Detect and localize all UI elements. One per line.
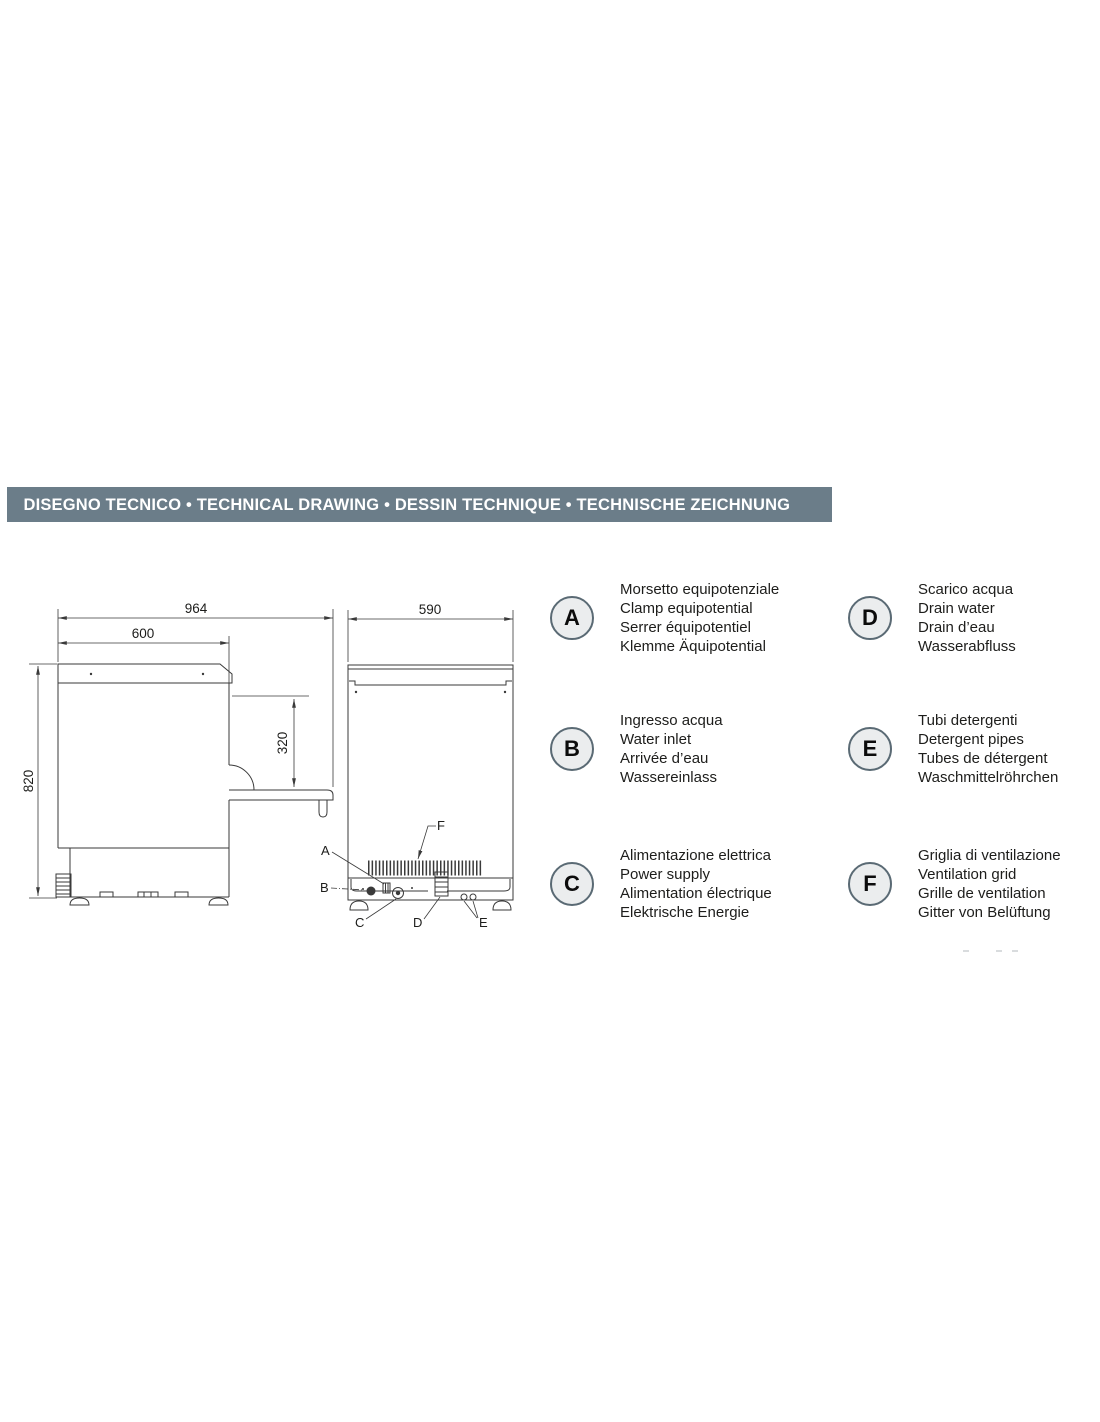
legend-item-b <box>550 707 723 791</box>
legend-text-f <box>918 846 1061 922</box>
legend-text-e <box>918 711 1058 787</box>
dim-label-964: 964 <box>184 601 208 616</box>
legend-item-a <box>550 576 779 660</box>
legend-line: Drain water <box>918 600 995 617</box>
legend-line: Waschmittelröhrchen <box>918 769 1059 786</box>
callout-letter-f: F <box>437 818 445 833</box>
legend-line: Elektrische Energie <box>620 904 750 921</box>
technical-drawing <box>0 580 580 940</box>
legend-badge-e <box>848 727 892 771</box>
legend-badge-c <box>550 862 594 906</box>
legend-line: Tubes de détergent <box>918 750 1048 767</box>
legend-line: Tubi detergenti <box>918 712 1018 729</box>
dim-label-320: 320 <box>275 731 290 755</box>
legend-line: Drain d’eau <box>918 619 995 636</box>
dimension-body-depth <box>58 626 229 696</box>
legend-line: Morsetto equipotenziale <box>620 581 780 598</box>
legend-text-a <box>620 580 779 656</box>
legend-line: Alimentation électrique <box>620 885 772 902</box>
legend-badge-f <box>848 862 892 906</box>
legend-line: Wassereinlass <box>620 769 717 786</box>
legend-badge-a <box>550 596 594 640</box>
side-foot-right <box>209 898 228 905</box>
water-inlet-fitting <box>367 887 376 896</box>
legend-line: Serrer équipotentiel <box>620 619 751 636</box>
legend-line: Alimentazione elettrica <box>620 847 771 864</box>
legend-line: Grille de ventilation <box>918 885 1046 902</box>
legend-badge-d <box>848 596 892 640</box>
section-title: DISEGNO TECNICO • TECHNICAL DRAWING • DESSIN TECHNIQUE • TECHNISCHE ZEICHNUNG <box>23 494 791 514</box>
legend-line: Wasserabfluss <box>918 638 1016 655</box>
dim-label-600: 600 <box>131 626 155 641</box>
legend-line: Arrivée d’eau <box>620 750 709 767</box>
legend-line: Gitter von Belüftung <box>918 904 1051 921</box>
dimension-width <box>348 602 513 662</box>
legend-letter-a: A <box>564 605 580 630</box>
legend-line: Water inlet <box>620 731 692 748</box>
legend-line: Scarico acqua <box>918 581 1014 598</box>
scan-artifact <box>996 950 1002 952</box>
legend-letter-b: B <box>564 736 580 761</box>
legend-letter-f: F <box>863 871 877 896</box>
side-view-body <box>56 664 333 905</box>
legend-badge-b <box>550 727 594 771</box>
drain-fitting <box>435 872 448 896</box>
legend-letter-c: C <box>564 871 580 896</box>
callout-letter-d: D <box>413 915 423 930</box>
dim-label-820: 820 <box>21 769 36 793</box>
legend-text-d <box>918 580 1016 656</box>
detergent-pipe-2 <box>470 894 476 900</box>
dimension-overall-depth <box>58 601 333 787</box>
dim-label-590: 590 <box>418 602 442 617</box>
legend-line: Ventilation grid <box>918 866 1017 883</box>
callout-letter-c: C <box>355 915 365 930</box>
dimension-height <box>21 664 57 898</box>
legend-line: Detergent pipes <box>918 731 1024 748</box>
section-header-bar <box>7 487 832 522</box>
legend-letter-e: E <box>862 736 878 761</box>
front-view-body <box>348 665 513 910</box>
legend-line: Power supply <box>620 866 711 883</box>
legend-text-c <box>620 846 772 922</box>
legend-item-c <box>550 842 772 926</box>
legend-line: Clamp equipotential <box>620 600 753 617</box>
callout-letter-e: E <box>479 915 488 930</box>
legend-line: Griglia di ventilazione <box>918 847 1061 864</box>
side-view <box>21 601 333 905</box>
legend-text-b <box>620 711 723 787</box>
front-foot-left <box>350 901 368 910</box>
callout-letter-a: A <box>321 843 330 858</box>
legend-item-f <box>848 842 1061 926</box>
legend-line: Klemme Äquipotential <box>620 638 766 655</box>
scan-artifact <box>1012 950 1018 952</box>
side-foot-left <box>70 898 89 905</box>
dimension-door-drop <box>232 696 309 787</box>
legend-letter-d: D <box>862 605 878 630</box>
legend-line: Ingresso acqua <box>620 712 723 729</box>
detergent-pipe-1 <box>461 894 467 900</box>
front-foot-right <box>493 901 511 910</box>
front-view <box>320 602 513 930</box>
legend-item-d <box>848 576 1016 660</box>
scan-artifact <box>963 950 969 952</box>
side-drain-connector <box>56 874 71 897</box>
legend-item-e <box>848 707 1058 791</box>
callout-letter-b: B <box>320 880 329 895</box>
